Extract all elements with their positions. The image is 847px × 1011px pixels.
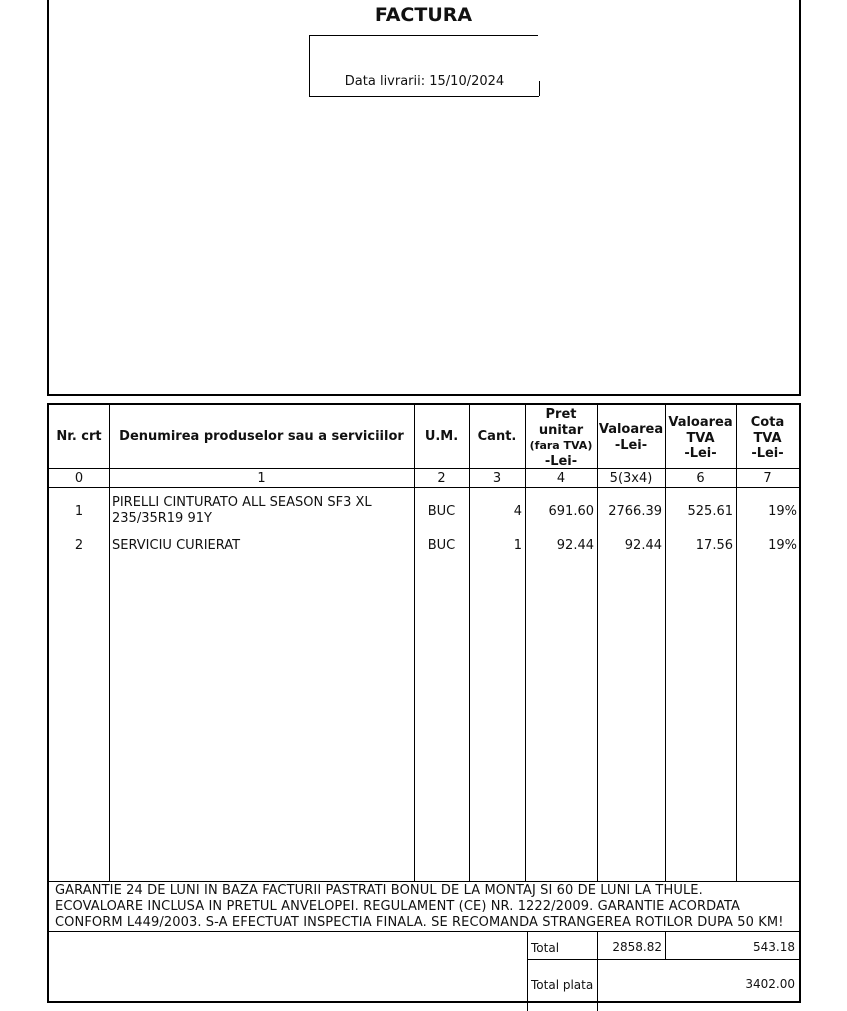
row-vat: 525.61 xyxy=(687,504,733,519)
colnum-1: 1 xyxy=(257,471,266,486)
header-price: Pret unitar (fara TVA) -Lei- xyxy=(529,407,593,469)
row-rate: 19% xyxy=(768,504,797,519)
header-rate: Cota TVA -Lei- xyxy=(750,415,785,461)
row-name: PIRELLI CINTURATO ALL SEASON SF3 XL 235/35R19 91Y xyxy=(112,495,372,526)
items-table xyxy=(47,403,801,1003)
total-vat: 543.18 xyxy=(753,940,795,954)
delivery-date: Data livrarii: 15/10/2024 xyxy=(344,74,505,89)
row-nr: 2 xyxy=(74,538,84,553)
grand-total-value: 3402.00 xyxy=(745,977,795,991)
header-qty: Cant. xyxy=(477,429,517,444)
row-um: BUC xyxy=(427,538,456,553)
row-price: 691.60 xyxy=(548,504,594,519)
row-value: 92.44 xyxy=(624,538,662,553)
header-vat: Valoarea TVA -Lei- xyxy=(668,415,733,461)
header-um: U.M. xyxy=(424,429,459,444)
invoice-notes: GARANTIE 24 DE LUNI IN BAZA FACTURII PASTRATI BONUL DE LA MONTAJ SI 60 DE LUNI LA THULE. ECOVALOARE INCLUSA IN PRETUL ANVELOPEI. REGULAMENT (CE) NR. 1222/2009. GARANTIE ACORDATA CONFORM L449/2003. S-A EFECTUAT INSPECTIA FINALA. SE RECOMANDA STRANGEREA ROTILOR DUPA 50 KM! xyxy=(55,883,784,930)
row-vat: 17.56 xyxy=(695,538,733,553)
header-nr: Nr. crt xyxy=(56,429,102,444)
document-title: FACTURA xyxy=(374,4,473,26)
colnum-5: 5(3x4) xyxy=(609,471,653,486)
header-frame xyxy=(47,0,801,396)
row-rate: 19% xyxy=(768,538,797,553)
row-nr: 1 xyxy=(74,504,84,519)
colnum-2: 2 xyxy=(437,471,446,486)
colnum-7: 7 xyxy=(763,471,772,486)
row-value: 2766.39 xyxy=(608,504,662,519)
colnum-0: 0 xyxy=(74,471,84,486)
colnum-6: 6 xyxy=(696,471,705,486)
grand-total-label: Total plata xyxy=(531,978,594,992)
row-qty: 4 xyxy=(513,504,522,519)
total-label: Total xyxy=(531,941,560,955)
colnum-4: 4 xyxy=(556,471,566,486)
header-value: Valoarea -Lei- xyxy=(598,422,664,453)
row-um: BUC xyxy=(427,504,456,519)
total-value: 2858.82 xyxy=(612,940,662,954)
row-price: 92.44 xyxy=(556,538,594,553)
row-qty: 1 xyxy=(513,538,522,553)
header-name: Denumirea produselor sau a serviciilor xyxy=(119,429,404,444)
row-name: SERVICIU CURIERAT xyxy=(112,538,241,553)
colnum-3: 3 xyxy=(492,471,502,486)
